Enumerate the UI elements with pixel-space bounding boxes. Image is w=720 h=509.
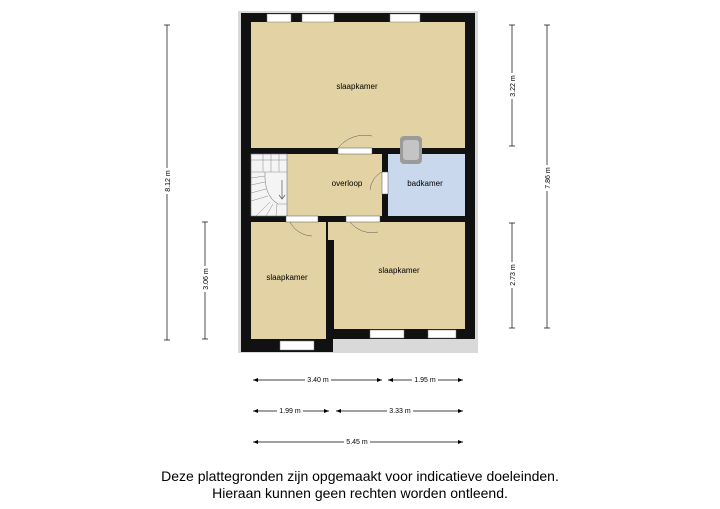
wall-corridor-a <box>326 222 328 339</box>
room-label-bedroom-top: slaapkamer <box>336 82 378 91</box>
room-label-bedroom-bottom-left: slaapkamer <box>266 273 308 282</box>
floor-bedroom-bottom-right-lower <box>334 222 465 329</box>
disclaimer-line-1: Deze plattegronden zijn opgemaakt voor indicatieve doeleinden. <box>161 468 559 484</box>
floor-corridor-notch <box>328 222 334 242</box>
disclaimer-line-2: Hieraan kunnen geen rechten worden ontleend. <box>212 485 508 501</box>
dimension-right-total: 7.86 m <box>545 167 552 189</box>
staircase <box>251 154 287 216</box>
room-label-bedroom-bottom-right: slaapkamer <box>378 266 420 275</box>
dimension-bottom-row2-left: 1.99 m <box>279 408 301 415</box>
dimension-right-upper: 3.22 m <box>510 75 517 97</box>
wall-corridor-c <box>326 240 334 242</box>
dimension-bottom-row1-right: 1.95 m <box>414 377 436 384</box>
dimension-right-lower: 2.73 m <box>510 264 517 286</box>
roof-hatch <box>400 136 422 164</box>
dimension-left-lower: 3.06 m <box>203 268 210 290</box>
dimension-left-total: 8.12 m <box>165 170 172 192</box>
dimension-bottom-row3-total: 5.45 m <box>346 439 368 446</box>
dimension-bottom-row2-right: 3.33 m <box>389 408 411 415</box>
room-label-landing: overloop <box>331 179 363 188</box>
disclaimer <box>0 468 720 502</box>
dimension-bottom-row1-left: 3.40 m <box>307 377 329 384</box>
room-label-bathroom: badkamer <box>407 179 443 188</box>
wall-corridor-b <box>332 240 334 339</box>
